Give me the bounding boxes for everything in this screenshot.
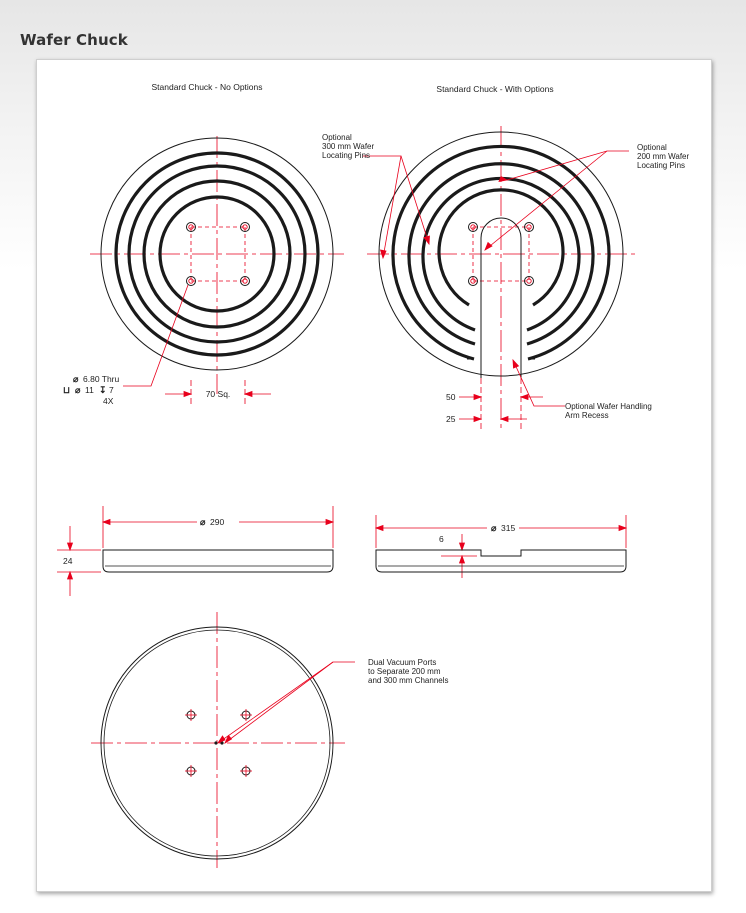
view-title-no-options: Standard Chuck - No Options <box>151 82 263 92</box>
centerlines-bottom <box>91 612 345 868</box>
svg-text:Arm Recess: Arm Recess <box>565 411 609 420</box>
callout-300mm-pins <box>322 133 374 160</box>
svg-text:and 300 mm Channels: and 300 mm Channels <box>368 676 449 685</box>
svg-text:Locating Pins: Locating Pins <box>637 161 686 170</box>
chuck-bottom-view <box>91 612 449 868</box>
mounting-hole <box>240 765 252 777</box>
diameter-symbol: ⌀ <box>491 523 497 533</box>
hole-spec-depth: 7 <box>109 385 114 395</box>
diameter-symbol: ⌀ <box>75 385 81 395</box>
dimension-diameter-290: 290 <box>210 517 225 527</box>
diameter-symbol: ⌀ <box>200 517 206 527</box>
side-profile-315 <box>376 550 626 572</box>
callout-vacuum-ports <box>368 658 449 685</box>
chuck-side-view-290 <box>57 506 333 596</box>
svg-text:300 mm Wafer: 300 mm Wafer <box>322 142 375 151</box>
counterbore-symbol: ⊔ <box>63 385 71 395</box>
vacuum-ports-leader <box>218 662 355 743</box>
page-title: Wafer Chuck <box>20 31 128 49</box>
depth-symbol: ↧ <box>99 385 107 395</box>
hole-spec-cbore: 11 <box>85 385 94 395</box>
dimension-pin-square: 70 Sq. <box>205 389 231 399</box>
mounting-hole <box>185 765 197 777</box>
hole-spec-count: 4X <box>103 396 114 406</box>
svg-text:Optional: Optional <box>637 143 667 152</box>
svg-text:Optional: Optional <box>322 133 352 142</box>
svg-text:to Separate 200 mm: to Separate 200 mm <box>368 667 441 676</box>
dimension-thickness: 24 <box>63 556 73 566</box>
technical-drawing <box>37 60 711 891</box>
view-title-with-options: Standard Chuck - With Options <box>436 84 554 94</box>
technical-drawing-frame <box>36 59 712 892</box>
chuck-top-view-no-options <box>63 136 344 406</box>
hole-spec-thru: 6.80 Thru <box>83 374 120 384</box>
callout-200mm-pins <box>637 143 689 170</box>
chuck-side-view-315 <box>376 515 626 578</box>
svg-text:Dual Vacuum Ports: Dual Vacuum Ports <box>368 658 437 667</box>
callout-arm-recess <box>565 402 652 420</box>
centerlines-right <box>367 126 637 432</box>
svg-text:Optional Wafer Handling: Optional Wafer Handling <box>565 402 652 411</box>
dimension-recess-offset: 25 <box>446 414 456 424</box>
dimension-recess-depth: 6 <box>439 534 444 544</box>
dimension-lines-290 <box>57 506 333 596</box>
dimension-diameter-315: 315 <box>501 523 516 533</box>
dimension-recess-width: 50 <box>446 392 456 402</box>
mounting-hole <box>185 709 197 721</box>
diameter-symbol: ⌀ <box>73 374 79 384</box>
svg-text:Locating Pins: Locating Pins <box>322 151 371 160</box>
mounting-hole <box>240 709 252 721</box>
chuck-top-view-with-options <box>322 126 689 432</box>
svg-text:200 mm Wafer: 200 mm Wafer <box>637 152 690 161</box>
side-profile-290 <box>103 550 333 572</box>
